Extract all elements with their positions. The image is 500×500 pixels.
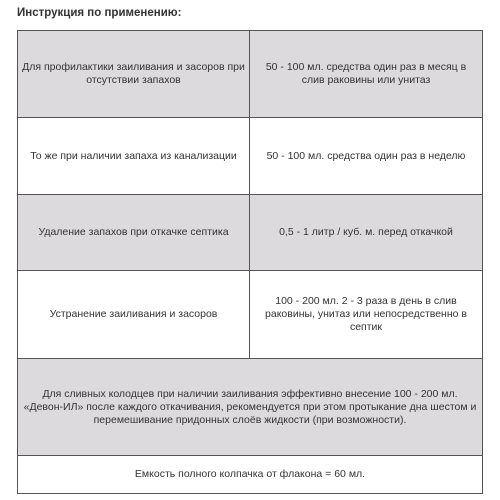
table-row <box>18 359 483 456</box>
wells-note-cell: Для сливных колодцев при наличии заиливания эффективно внесение 100 - 200 мл. «Девон-ИЛ» после каждого откачивания, рекомендуется при этом протыкание дна шестом и перемешивание придонных слоёв жидкости (при возможности). <box>18 359 483 456</box>
page-title: Инструкция по применению: <box>17 7 182 19</box>
table-row <box>18 271 483 359</box>
table-row <box>18 31 483 118</box>
table-row <box>18 195 483 271</box>
usage-case-cell: Удаление запахов при откачке септика <box>18 195 250 271</box>
table-row <box>18 118 483 195</box>
cap-volume-cell: Емкость полного колпачка от флакона = 60 мл. <box>18 456 483 494</box>
table-row <box>18 456 483 494</box>
dosage-cell: 0,5 - 1 литр / куб. м. перед откачкой <box>250 195 483 271</box>
usage-case-cell: Для профилактики заиливания и засоров при отсутствии запахов <box>18 31 250 118</box>
dosage-cell: 50 - 100 мл. средства один раз в неделю <box>250 118 483 195</box>
usage-case-cell: То же при наличии запаха из канализации <box>18 118 250 195</box>
instructions-table <box>17 30 483 494</box>
dosage-cell: 50 - 100 мл. средства один раз в месяц в слив раковины или унитаз <box>250 31 483 118</box>
dosage-cell: 100 - 200 мл. 2 - 3 раза в день в слив раковины, унитаз или непосредственно в септик <box>250 271 483 359</box>
usage-case-cell: Устранение заиливания и засоров <box>18 271 250 359</box>
